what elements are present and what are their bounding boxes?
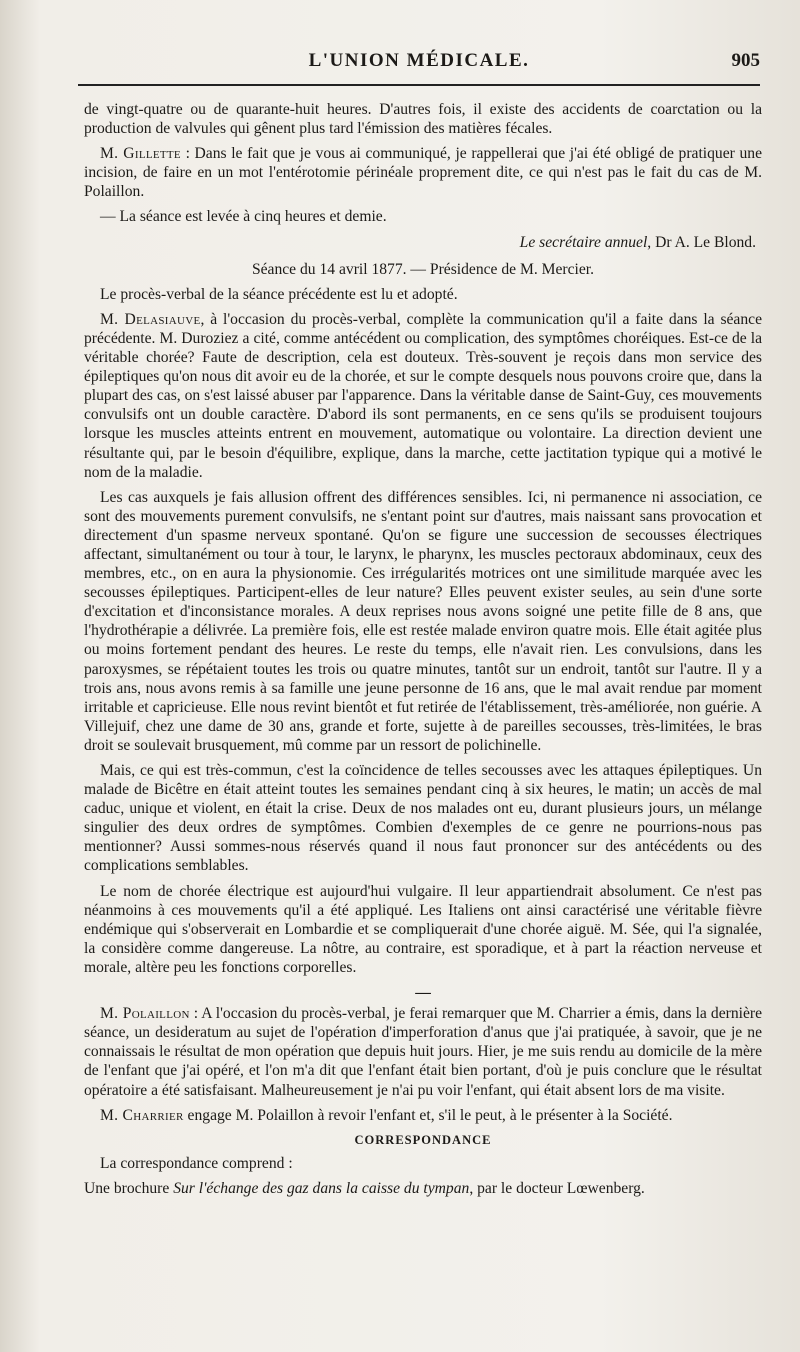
article-body: [84, 100, 762, 1204]
header-rule: [78, 84, 760, 86]
paragraph-minutes: Le procès-verbal de la séance précédente est lu et adopté.: [100, 285, 458, 303]
correspondence-title: CORRESPONDANCE: [354, 1132, 492, 1147]
brochure-suffix: , par le docteur Lœwenberg.: [469, 1179, 645, 1197]
paragraph-closing: — La séance est levée à cinq heures et demie.: [100, 208, 387, 226]
paragraph-charrier-text: engage M. Polaillon à revoir l'enfant et, s'il le peut, à le présenter à la Société.: [183, 1106, 673, 1124]
paragraph-delasiauve: [84, 310, 762, 482]
paragraph-gillette: [84, 144, 762, 201]
signature-name: , Dr A. Le Blond.: [647, 233, 756, 251]
signature-line: [84, 233, 756, 252]
paragraph-electric-chorea: Le nom de chorée électrique est aujourd'hui vulgaire. Il leur appartiendrait absolument. Ce n'est pas néanmoins à ces mouvements qu'il a été appliqué. Les Italiens ont ainsi caractérisé une véritable fièvre endémique qui s'observerait en Lombardie et se compliquerait d'une chorée aiguë. M. Sée, qui l'a signalée, la considère comme dangereuse. La nôtre, au contraire, est sporadique, et à part la réaction nerveuse et morale, altère peu les fonctions corporelles.: [84, 882, 762, 976]
paragraph-charrier: [84, 1106, 762, 1125]
paragraph-gillette-text: : Dans le fait que je vous ai communiqué, je rappellerai que j'ai été obligé de pratiquer une incision, de faire en un mot l'entérotomie périnéale proprement dite, ce qui n'est pas le fait du cas de M. Polaillon.: [84, 145, 762, 201]
paragraph-brochure: [84, 1179, 762, 1198]
brochure-title: Sur l'échange des gaz dans la caisse du tympan: [173, 1179, 470, 1197]
speaker-gillette: M. Gillette: [100, 145, 181, 163]
paragraph-coincidence: Mais, ce qui est très-commun, c'est la coïncidence de telles secousses avec les attaques épileptiques. Un malade de Bicêtre en était atteint toutes les semaines pendant cinq à six heures, le matin; un accès de mal caduc, unique et violent, en était la crise. Deux de nos malades ont eu, durant plusieurs jours, un mélange singulier des deux ordres de symptômes. Combien d'exemples de ce genre ne pourrions-nous pas mentionner? Aussi sommes-nous réservés quand il nous faut prononcer sur des antécédents ou des complications semblables.: [84, 762, 762, 875]
speaker-delasiauve: M. Delasiauve: [100, 310, 201, 328]
signature-role: Le secrétaire annuel: [519, 233, 648, 251]
paragraph-continuation: de vingt-quatre ou de quarante-huit heures. D'autres fois, il existe des accidents de coarctation ou la production de valvules qui gênent plus tard l'émission des matières fécales.: [84, 101, 762, 138]
page-header: [78, 50, 760, 94]
session-heading: Séance du 14 avril 1877. — Présidence de M. Mercier.: [251, 260, 595, 278]
paragraph-cases: Les cas auxquels je fais allusion offrent des différences sensibles. Ici, ni permanence ni association, ce sont des mouvements purement convulsifs, ne s'entant point sur d'autres, mais naissant sans provocation et directement d'un spasme nerveux spontané. Qu'on se figure une succession de secousses électriques affectant, simultanément ou tour à tour, le larynx, le pharynx, les muscles pectoraux abdominaux, ceux des membres, etc., on en aura la physionomie. Ces irrégularités motrices ont une similitude marquée avec les secousses épileptiques. Participent-elles de leur nature? Elles peuvent exister seules, au sein d'une sorte d'excitation et d'inconsistance morales. A deux reprises nous avons soigné une petite fille de 8 ans, que l'hydrothérapie a délivrée. La première fois, elle est restée malade environ quatre mois. Elle était agitée plus ou moins fortement pendant des heures. Le reste du temps, elle n'avait rien. Les convulsions, dans les paroxysmes, se répétaient toutes les trois ou quatre minutes, tantôt sur un endroit, tantôt sur l'autre. Il y a trois ans, nous avons remis à sa famille une jeune personne de 16 ans, que le mal avait rendue par moment irritable et capricieuse. Elle nous revint bientôt et fut retirée de l'établissement, très-améliorée, non guérie. A Villejuif, chez une dame de 30 ans, grande et forte, sujette à de pareilles secousses, très-limitées, le bras droit se soulevait brusquement, mû comme par un ressort de polichinelle.: [84, 488, 762, 754]
brochure-prefix: Une brochure: [84, 1179, 174, 1197]
paragraph-delasiauve-text: , à l'occasion du procès-verbal, complète la communication qu'il a faite dans la séance précédente. M. Duroziez a cité, comme antécédent ou complication, des symptômes choréiques. Est-ce de la véritable chorée? Faute de description, cela est douteux. Très-souvent je reçois dans mon service des épileptiques qu'on nous dit avoir eu de la chorée, et sur le compte desquels nous pouvons croire que, dans la plupart des cas, on s'est laissé abuser par l'apparence. Dans la véritable danse de Saint-Guy, ces mouvements convulsifs ont un double caractère. D'abord ils sont permanents, en ce sens qu'ils se produisent toujours lorsque les muscles atteints entrent en mouvement, automatique ou volontaire. La direction devient une résultante qui, par le besoin d'équilibre, explique, dans la marche, cette jactitation typique qui a motivé le nom de la maladie.: [84, 310, 762, 481]
running-title: L'UNION MÉDICALE.: [308, 50, 530, 71]
page-number: 905: [731, 50, 760, 71]
separator-dash: —: [415, 984, 431, 1002]
speaker-charrier: M. Charrier: [100, 1106, 184, 1124]
paragraph-correspondence-intro: La correspondance comprend :: [100, 1154, 293, 1172]
paragraph-polaillon: [84, 1004, 762, 1099]
speaker-polaillon: M. Polaillon: [100, 1005, 190, 1023]
paragraph-polaillon-text: : A l'occasion du procès-verbal, je ferai remarquer que M. Charrier a émis, dans la dernière séance, un desideratum au sujet de l'opération d'imperforation d'anus que j'ai pratiquée, à savoir, que je ne connaissais le résultat de mon opération que depuis huit jours. Hier, je me suis rendu au domicile de la mère de l'enfant que j'ai opéré, et l'on m'a dit que l'enfant était bien portant, d'où je puis conclure que le résultat opératoire a été satisfaisant. Malheureusement je n'ai pu voir l'enfant, qui était absent lors de ma visite.: [84, 1005, 762, 1099]
